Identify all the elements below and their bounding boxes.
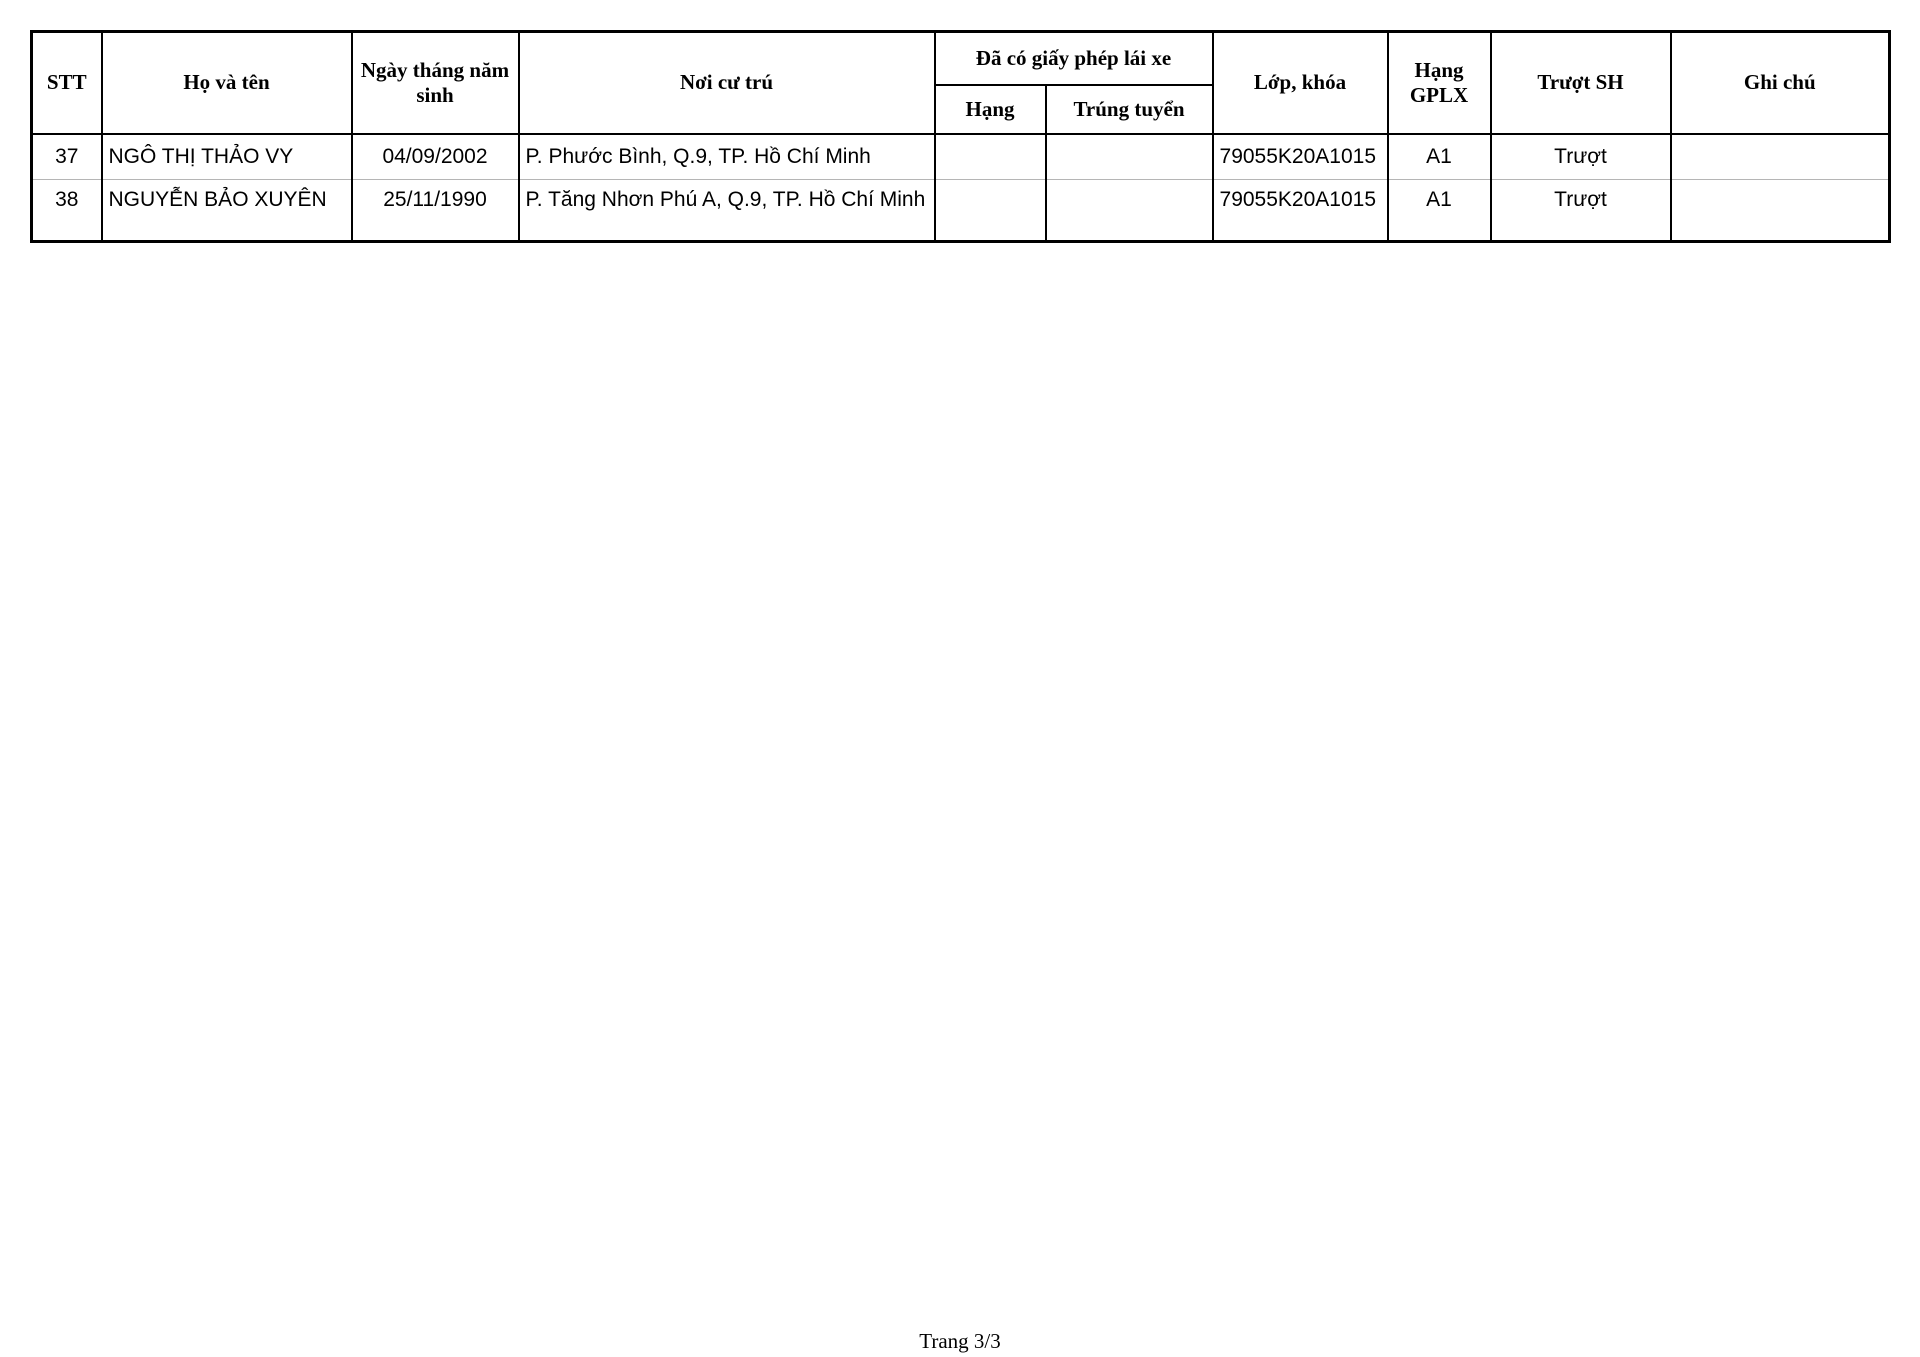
cell-note bbox=[1671, 134, 1890, 180]
header-stt: STT bbox=[32, 32, 102, 135]
cell-gplx-class: A1 bbox=[1388, 180, 1491, 242]
header-gplx-class: Hạng GPLX bbox=[1388, 32, 1491, 135]
cell-dob: 25/11/1990 bbox=[352, 180, 519, 242]
cell-residence: P. Tăng Nhơn Phú A, Q.9, TP. Hồ Chí Minh bbox=[519, 180, 935, 242]
cell-license-class bbox=[935, 180, 1046, 242]
cell-stt: 37 bbox=[32, 134, 102, 180]
table-body bbox=[32, 134, 1890, 242]
cell-class-course: 79055K20A1015 bbox=[1213, 134, 1388, 180]
cell-license-passed bbox=[1046, 134, 1213, 180]
page-number: Trang 3/3 bbox=[919, 1329, 1001, 1353]
header-note: Ghi chú bbox=[1671, 32, 1890, 135]
cell-note bbox=[1671, 180, 1890, 242]
cell-license-class bbox=[935, 134, 1046, 180]
cell-class-course: 79055K20A1015 bbox=[1213, 180, 1388, 242]
header-residence: Nơi cư trú bbox=[519, 32, 935, 135]
cell-license-passed bbox=[1046, 180, 1213, 242]
cell-gplx-class: A1 bbox=[1388, 134, 1491, 180]
cell-sh-result: Trượt bbox=[1491, 134, 1671, 180]
header-license-group: Đã có giấy phép lái xe bbox=[935, 32, 1213, 86]
exam-results-table bbox=[30, 30, 1891, 243]
cell-name: NGÔ THỊ THẢO VY bbox=[102, 134, 352, 180]
cell-name: NGUYỄN BẢO XUYÊN bbox=[102, 180, 352, 242]
cell-stt: 38 bbox=[32, 180, 102, 242]
header-sh-result: Trượt SH bbox=[1491, 32, 1671, 135]
header-class-course: Lớp, khóa bbox=[1213, 32, 1388, 135]
table-row bbox=[32, 180, 1890, 242]
header-name: Họ và tên bbox=[102, 32, 352, 135]
cell-residence: P. Phước Bình, Q.9, TP. Hồ Chí Minh bbox=[519, 134, 935, 180]
header-dob: Ngày tháng năm sinh bbox=[352, 32, 519, 135]
cell-dob: 04/09/2002 bbox=[352, 134, 519, 180]
cell-sh-result: Trượt bbox=[1491, 180, 1671, 242]
table-header bbox=[32, 32, 1890, 135]
header-license-class: Hạng bbox=[935, 85, 1046, 134]
table-row bbox=[32, 134, 1890, 180]
header-license-passed: Trúng tuyển bbox=[1046, 85, 1213, 134]
